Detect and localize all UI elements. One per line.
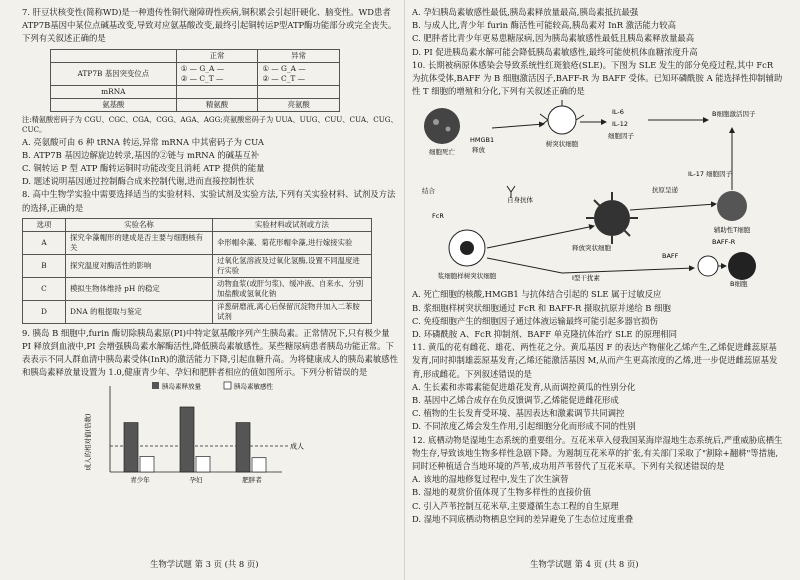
q7-row-aa: 氨基酸 [51,98,177,111]
right-footer: 生物学试题 第 4 页 (共 8 页) [530,559,639,569]
chart-bar [140,456,154,472]
q7-normal-b: ② — C_T — [180,73,224,83]
chart-bar [236,422,250,471]
chart-reference-label: 成人 [290,442,304,451]
label-autoab: 自身抗体 [507,196,533,205]
q11-option-c: C. 植物的生长发育受环境、基因表达和激素调节共同调控 [412,408,625,419]
q10-option-d: D. 环磷酰胺 A、FcR 抑制剂、BAFF 单克隆抗体治疗 SLE 的原理相同 [412,329,678,340]
label-cytokine: 细胞因子 [608,132,634,141]
q10-immune-diagram [412,98,782,288]
q8-cell: 伞形帽伞藻、菊花形帽伞藻,进行嫁接实验 [213,231,372,254]
q8-cell: A [23,231,66,254]
chart-y-label: 成人的相对值(倍数) [84,413,92,471]
q7-mrna-abnormal [258,85,340,98]
arrow-icon [630,204,716,210]
q10-option-a: A. 死亡细胞的核酸,HMGB1 与抗体结合引起的 SLE 属于过敏反应 [412,289,662,300]
q7-row-mrna: mRNA [51,85,177,98]
q8-table [22,218,372,324]
q12-option-a: A. 该地的湿地修复过程中,发生了次生演替 [412,474,569,485]
q8-cell: 探究温度对酶活性的影响 [66,254,213,277]
q7-note: 注:精氨酸密码子为 CGU、CGC、CGA、CGG、AGA、AGG;亮氨酸密码子为 UUA、UUG、CUU、CUA、CUG、CUC。 [22,114,398,135]
q8-cell: D [23,300,66,323]
label-baff-r: BAFF-R [712,238,736,247]
q8-cell: 洋葱研磨液,离心后保留沉淀物并加入二苯胺试剂 [213,300,372,323]
chart-bar [252,457,266,471]
label-th17: IL-17 细胞因子 [688,170,733,179]
q11-option-a: A. 生长素和赤霉素能促进雄花发育,从而调控黄瓜的性别分化 [412,381,636,392]
label-activate: 释放突状细胞 [572,244,611,253]
label-plasma-like: 浆细胞样树突状细胞 [437,272,497,281]
q9-option-b: B. 与成人比,青少年 furin 酶活性可能较高,胰岛素对 InR 激活能力较高 [412,20,677,31]
dendritic-cell-icon [548,106,576,134]
legend-label-sensitivity: 胰岛素敏感性 [234,382,273,391]
b-cell-precursor-icon [698,256,718,276]
label-release: 释放 [472,146,485,155]
q8-cell: B [23,254,66,277]
q7-option-b: B. ATP7B 基因边解旋边转录,基因的②链与 mRNA 的碱基互补 [22,149,260,160]
legend-swatch-sensitivity [224,382,231,389]
q8-cell: DNA 的粗提取与鉴定 [66,300,213,323]
dead-cell-fragment-icon [433,119,439,125]
q10-option-c: C. 免疫细胞产生的细胞因子通过体液运输最终可能引起多器官损伤 [412,315,658,326]
table-row [23,231,372,254]
label-antigen: 抗原呈递 [652,186,678,195]
q7-option-a: A. 亮氨酸可由 6 种 tRNA 转运,异常 mRNA 中其密码子为 CUA [22,136,264,147]
q8-cell: 探究伞藻帽形的建成是否主要与细胞核有关 [66,231,213,254]
q7-option-d: D. 题述说明基因通过控制酶合成来控制代谢,进而直接控制性状 [22,176,255,187]
label-il6: IL-6 [612,108,624,117]
chart-bar [124,422,138,471]
dead-cell-fragment-icon [446,127,451,132]
chart-category-label: 肥胖者 [242,475,262,484]
q7-aa-abnormal: 亮氨酸 [258,98,340,111]
left-page [22,6,400,488]
label-dead-cell: 细胞死亡 [429,148,455,157]
label-fcr: FcR [432,212,444,221]
legend-swatch-release [152,382,159,389]
table-row [23,277,372,300]
q7-normal-a: ① — G_A — [180,63,225,73]
helper-t-cell-icon [717,191,747,221]
left-footer: 生物学试题 第 3 页 (共 8 页) [150,559,259,569]
q9-option-c: C. 肥胖者比青少年更易患糖尿病,因为胰岛素敏感性最低且胰岛素释放量最高 [412,33,695,44]
label-b-cell: B细胞 [730,280,748,289]
q7-stem: 7. 肝豆状核变性(简称WD)是一种遗传性铜代谢障碍性疾病,铜积累会引起肝硬化、脑变性。WD患者ATP7B基因中某位点碱基改变,导致对应氨基酸改变,最终引起铜转运P型ATP酶功能部分或完全丧失。下列有关叙述正确的是 [22,7,397,44]
q7-header-normal: 正常 [176,49,258,62]
q12-option-c: C. 引入芦苇控制互花米草,主要遵循生态工程的自生原理 [412,500,619,511]
q10-option-b: B. 浆细胞样树突状细胞通过 FcR 和 BAFF-R 摄取抗原并递给 B 细胞 [412,302,671,313]
dead-cell-icon [424,108,460,144]
b-cell-icon [728,252,756,280]
q8-header-name: 实验名称 [66,218,213,231]
table-row [23,300,372,323]
label-il12: IL-12 [612,120,629,129]
q8-stem: 8. 高中生物学实验中需要选择适当的实验材料、实验试剂及实验方法,下列有关实验材料、试剂及方法的选择,正确的是 [22,189,396,213]
arrow-icon [492,124,544,128]
q11-stem: 11. 黄瓜的花有雌花、雄花、两性花之分。黄瓜基因 F 的表达产物催化乙烯产生,乙烯促进雌蕊原基发育,同时抑制雄蕊原基发育;乙烯还能激活基因 M,从而产生更高浓度的乙烯,进一步促进雌蕊原基发育,形成雌花。下列叙述错误的是 [412,342,778,379]
q7-mrna-normal [176,85,258,98]
label-b-activation: B细胞激活因子 [712,110,756,119]
chart-category-label: 青少年 [130,475,150,484]
q7-row-gene: ATP7B 基因突变位点 [51,62,177,85]
q8-cell: 模拟生物体维持 pH 的稳定 [66,277,213,300]
q12-option-b: B. 湿地的观赏价值体现了生物多样性的直接价值 [412,487,591,498]
right-page [412,6,784,526]
q9-option-d: D. PI 促进胰岛素水解可能会降低胰岛素敏感性,最终可能使机体血糖浓度升高 [412,46,698,57]
legend-label-release: 胰岛素释放量 [162,382,201,391]
q8-cell: 过氧化氢溶液及过氧化氢酶,设置不同温度进行实验 [213,254,372,277]
q7-table [50,49,340,112]
label-dc: 树突状细胞 [545,140,579,149]
q12-option-d: D. 湿地不同底栖动物栖息空间的差异避免了生态位过度重叠 [412,513,634,524]
chart-bar [196,456,210,472]
chart-category-label: 孕妇 [189,475,203,484]
q7-aa-normal: 精氨酸 [176,98,258,111]
nucleus-icon [460,241,474,255]
q8-cell: C [23,277,66,300]
q7-abnormal-seq [258,62,340,85]
arrow-icon [487,258,694,273]
q7-normal-seq [176,62,258,85]
q8-cell: 动物血浆(或肝匀浆)、缓冲液、自来水、分别加盐酸或氢氧化钠 [213,277,372,300]
q10-stem: 10. 长期被病原体感染会导致系统性红斑狼疮(SLE)。下图为 SLE 发生的部分免疫过程,其中 FcR 为抗体受体,BAFF 为 B 细胞激活因子,BAFF-R 为 BAFF 受体。已知环磷酰胺 A 能选择性抑制辅助性 T 细胞的增殖和分化,下列有关叙述正确的是 [412,59,783,97]
q7-header-abnormal: 异常 [258,49,340,62]
q11-option-d: D. 不同浓度乙烯会发生作用,引起细胞分化而形成不同的性别 [412,421,636,432]
label-combine: 结合 [422,187,435,196]
label-interferon: I型干扰素 [572,274,600,283]
table-row [23,254,372,277]
q7-abnormal-a: ① — G_A — [262,63,306,73]
q7-abnormal-b: ② — C_T — [262,73,306,83]
q11-option-b: B. 基因中乙烯合成存在负反馈调节,乙烯能促进雌花形成 [412,395,619,406]
q8-header-option: 选项 [23,218,66,231]
q8-header-method: 实验材料或试剂或方法 [213,218,372,231]
page-divider [404,0,405,580]
q7-table-corner [51,49,177,62]
label-baff: BAFF [662,252,679,261]
chart-bars [124,407,266,472]
chart-bar [180,407,194,472]
label-helper-t: 辅助性T细胞 [713,226,751,235]
q9-option-a: A. 孕妇胰岛素敏感性最低,胰岛素释放量最高,胰岛素抵抗最强 [412,7,639,17]
q12-stem: 12. 底栖动物是湿地生态系统的重要组分。互花米草入侵我国某海岸湿地生态系统后,严重威胁底栖生物生存,导致该地生物多样性急剧下降。为遏制互花米草的扩张,有关部门采取了"割除+翻耕"等措施,同时还种植适合当地环境的芦苇,成功用芦苇替代了互花米草。下列有关叙述错误的是 [412,434,783,472]
label-hmgb1: HMGB1 [470,136,495,145]
q9-stem: 9. 胰岛 B 细胞中,furin 酶切除胰岛素原(PI)中特定氨基酸序列产生胰岛素。正常情况下,只有极少量 PI 释放到血液中,PI 会增强胰岛素水解酶活性,降低胰岛素敏感性。某些糖尿病患者胰岛功能正常。下表表示不同人群血清中胰岛素受体(InR)的激活能力下降,引起血糖升高。为将健康成人的胰岛素敏感性和胰岛素释放量设置为 1.0,健康青少年、孕妇和肥胖者相应的值如图所示。下列分析错误的是 [22,327,398,378]
q9-bar-chart [82,380,332,488]
q7-option-c: C. 铜转运 P 型 ATP 酶转运铜时功能改变且消耗 ATP 提供的能量 [22,163,265,174]
